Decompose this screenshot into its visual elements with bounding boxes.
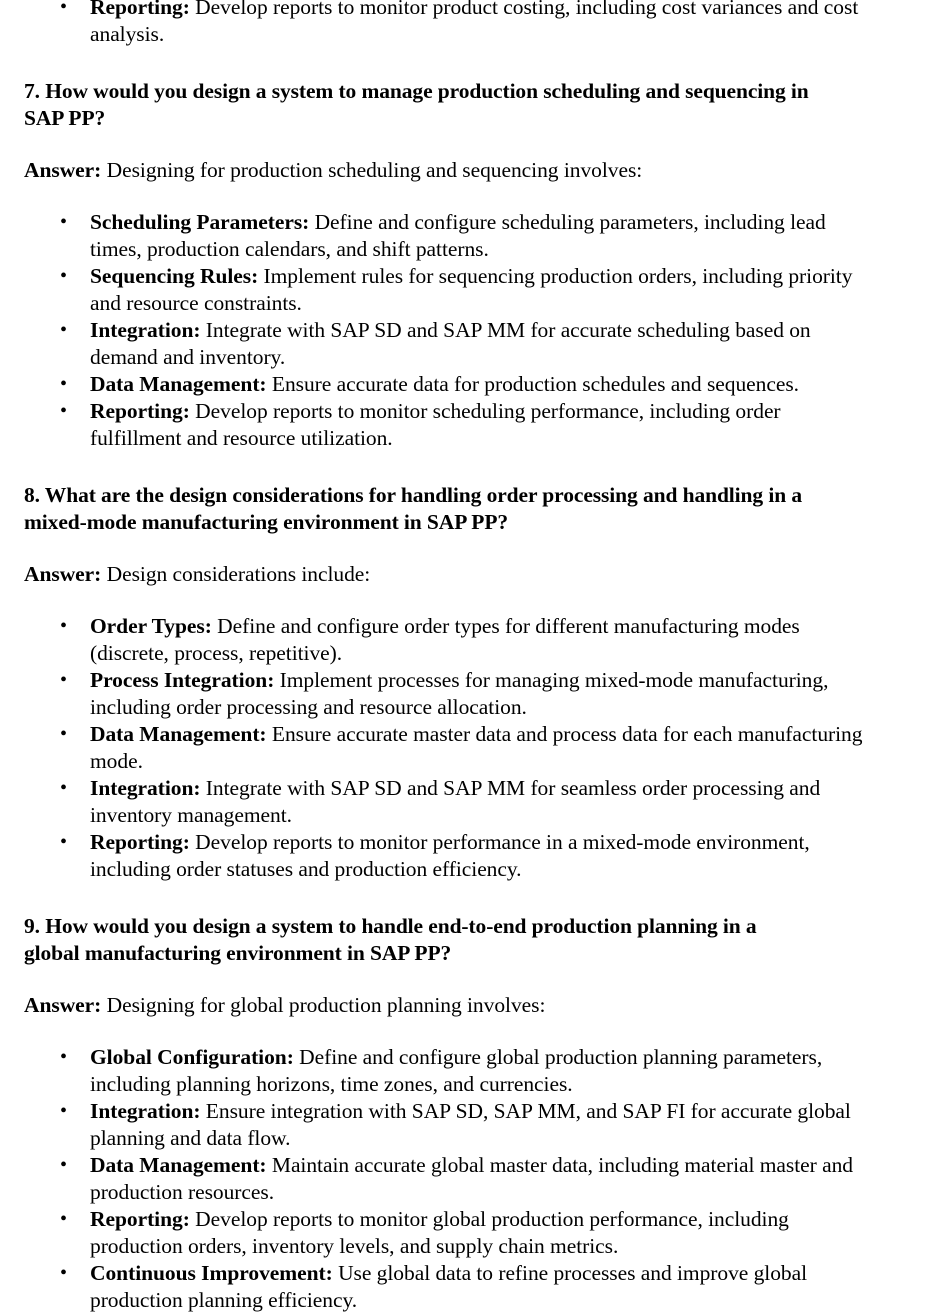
list-item [24, 1152, 875, 1206]
list-item [24, 1098, 875, 1152]
list-item [24, 667, 875, 721]
answer-label: Answer: [24, 158, 102, 182]
list-item [24, 613, 875, 667]
continued-bullet-list [24, 0, 875, 48]
list-item [24, 1206, 875, 1260]
list-item [24, 317, 875, 371]
list-item-term: Data Management: [90, 722, 267, 746]
spacer [24, 452, 875, 482]
list-item-term: Sequencing Rules: [90, 264, 259, 288]
answer-text: Designing for global production planning involves: [101, 993, 546, 1017]
list-item-text: Maintain accurate global master data, including material master and production resources. [90, 1153, 853, 1204]
list-item [24, 0, 875, 48]
list-item-term: Data Management: [90, 372, 267, 396]
list-item [24, 721, 875, 775]
spacer [24, 967, 875, 992]
list-item-term: Process Integration: [90, 668, 275, 692]
list-item-text: Define and configure global production planning parameters, including planning horizons, time zones, and currencies. [90, 1045, 823, 1096]
answer-paragraph-9 [24, 992, 875, 1019]
answer-bullet-list-9 [24, 1044, 875, 1314]
list-item-term: Reporting: [90, 399, 190, 423]
list-item [24, 209, 875, 263]
list-item-text: Implement rules for sequencing production orders, including priority and resource constraints. [90, 264, 853, 315]
list-item-term: Data Management: [90, 1153, 267, 1177]
list-item [24, 398, 875, 452]
list-item-term: Integration: [90, 1099, 201, 1123]
spacer [24, 588, 875, 613]
list-item [24, 1044, 875, 1098]
spacer [24, 184, 875, 209]
list-item-text: Develop reports to monitor global production performance, including production orders, inventory levels, and supply chain metrics. [90, 1207, 789, 1258]
list-item-term: Integration: [90, 318, 201, 342]
question-heading-8: 8. What are the design considerations for handling order processing and handling in a mixed-mode manufacturing environment in SAP PP? [24, 483, 802, 534]
list-item-term: Global Configuration: [90, 1045, 294, 1069]
question-heading-9: 9. How would you design a system to handle end-to-end production planning in a global manufacturing environment in SAP PP? [24, 914, 757, 965]
list-item-text: Develop reports to monitor product costing, including cost variances and cost analysis. [90, 0, 859, 46]
question-heading-7: 7. How would you design a system to manage production scheduling and sequencing in SAP PP? [24, 79, 809, 130]
answer-bullet-list-8 [24, 613, 875, 883]
answer-text: Designing for production scheduling and sequencing involves: [101, 158, 643, 182]
list-item-text: Develop reports to monitor performance in a mixed-mode environment, including order statuses and production efficiency. [90, 830, 810, 881]
answer-paragraph-8 [24, 561, 875, 588]
answer-paragraph-7 [24, 157, 875, 184]
list-item-text: Integrate with SAP SD and SAP MM for accurate scheduling based on demand and inventory. [90, 318, 811, 369]
list-item-term: Reporting: [90, 1207, 190, 1231]
answer-label: Answer: [24, 562, 102, 586]
answer-bullet-list-7 [24, 209, 875, 452]
spacer [24, 536, 875, 561]
list-item-term: Continuous Improvement: [90, 1261, 333, 1285]
list-item-text: Ensure accurate data for production schedules and sequences. [266, 372, 799, 396]
list-item [24, 829, 875, 883]
document-body [24, 0, 875, 1314]
answer-label: Answer: [24, 993, 102, 1017]
list-item-text: Use global data to refine processes and improve global production planning efficiency. [90, 1261, 808, 1312]
list-item-term: Order Types: [90, 614, 212, 638]
spacer [24, 48, 875, 78]
spacer [24, 883, 875, 913]
list-item-text: Integrate with SAP SD and SAP MM for seamless order processing and inventory management. [90, 776, 821, 827]
list-item-text: Develop reports to monitor scheduling performance, including order fulfillment and resource utilization. [90, 399, 781, 450]
list-item [24, 775, 875, 829]
list-item-text: Define and configure scheduling parameters, including lead times, production calendars, and shift patterns. [90, 210, 826, 261]
list-item-term: Reporting: [90, 0, 190, 19]
list-item-text: Implement processes for managing mixed-mode manufacturing, including order processing and resource allocation. [90, 668, 829, 719]
list-item [24, 371, 875, 398]
answer-text: Design considerations include: [101, 562, 371, 586]
list-item-text: Define and configure order types for different manufacturing modes (discrete, process, repetitive). [90, 614, 800, 665]
list-item-text: Ensure accurate master data and process data for each manufacturing mode. [90, 722, 863, 773]
list-item-term: Scheduling Parameters: [90, 210, 310, 234]
list-item-term: Reporting: [90, 830, 190, 854]
list-item-text: Ensure integration with SAP SD, SAP MM, and SAP FI for accurate global planning and data flow. [90, 1099, 851, 1150]
list-item-term: Integration: [90, 776, 201, 800]
list-item [24, 263, 875, 317]
spacer [24, 132, 875, 157]
list-item [24, 1260, 875, 1314]
spacer [24, 1019, 875, 1044]
